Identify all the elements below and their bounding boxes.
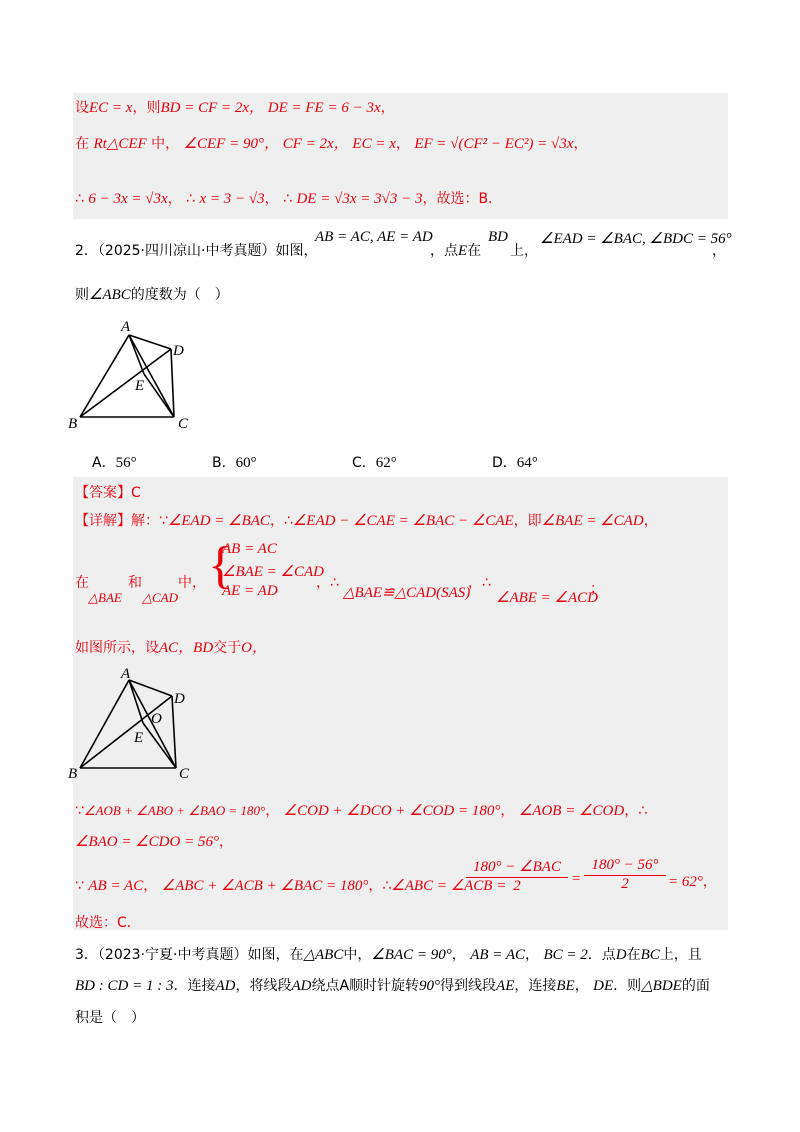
question-2-line-1: 2．（2025·四川凉山·中考真题）如图，	[75, 243, 318, 259]
eq-line-2: ∠BAO = ∠CDO = 56°，	[75, 834, 233, 850]
solution-line-3: ∴ 6 − 3x = √3x， ∴ x = 3 − √3， ∴ DE = √3x = 3√3 − 3，故选：B．	[75, 191, 503, 207]
option-d[interactable]: D．64°	[492, 455, 538, 471]
label-e: E	[135, 378, 145, 394]
q2-bd: BD	[488, 229, 508, 245]
system-brace: {	[208, 537, 233, 594]
system-eq-2: ∠BAE = ∠CAD	[222, 564, 325, 580]
triangle-bae: △BAE	[88, 590, 122, 605]
label-b: B	[68, 416, 78, 432]
question-3-line-2: BD : CD = 1 : 3．连接AD，将线段AD绕点A顺时针旋转90°得到线段AE，连接BE， DE．则△BDE的面	[75, 978, 710, 994]
fraction-1: 180° − ∠BAC 2	[466, 857, 568, 895]
fraction-2: 180° − 56° 2	[584, 857, 666, 893]
system-comma: ，∴	[316, 575, 339, 591]
congruence-sep: ，∴	[468, 575, 491, 591]
question-3-line-1: 3．（2023·宁夏·中考真题）如图，在△ABC中，∠BAC = 90°， AB = AC， BC = 2．点D在BC上，且	[75, 947, 702, 963]
result-1-sep: ；	[590, 581, 604, 597]
answer-figure	[65, 665, 200, 785]
segment-ab	[80, 335, 129, 417]
q2-text-3: 上，	[510, 243, 538, 259]
final-choice: 故选：C．	[75, 915, 141, 931]
segment-ec	[144, 374, 174, 417]
eq-mid: =	[571, 871, 582, 887]
segment-bd	[80, 349, 171, 417]
q2-question: 则∠ABC的度数为（ ）	[75, 287, 229, 303]
label-d: D	[173, 343, 184, 359]
q2-figure	[65, 315, 200, 435]
eq-line-1: ∵∠AOB + ∠ABO + ∠BAO = 180°， ∠COD + ∠DCO + ∠COD = 180°， ∠AOB = ∠COD，∴	[75, 803, 648, 819]
question-3-line-3: 积是（ ）	[75, 1010, 145, 1026]
q2-condition-2: ∠EAD = ∠BAC, ∠BDC = 56°	[540, 231, 732, 247]
solution-line-1: 设EC = x，则BD = CF = 2x， DE = FE = 6 − 3x，	[75, 100, 395, 116]
label-a-2: A	[121, 666, 131, 682]
congruence: △BAE≌△CAD(SAS)	[343, 585, 471, 601]
q2-text-1: ，点E在	[430, 243, 482, 259]
label-c: C	[178, 416, 189, 432]
segment-dc	[171, 349, 174, 417]
label-b-2: B	[68, 766, 78, 782]
system-eq-3: AE = AD	[222, 583, 278, 599]
detail-line-1: 【详解】解：∵∠EAD = ∠BAC，∴∠EAD − ∠CAE = ∠BAC − ∠CAE，即∠BAE = ∠CAD，	[75, 513, 658, 529]
label-d-2: D	[174, 691, 185, 707]
label-o: O	[151, 711, 162, 727]
q2-text-4: ，	[712, 243, 726, 259]
label-e-2: E	[134, 730, 144, 746]
solution-line-2: 在 Rt△CEF 中， ∠CEF = 90°， CF = 2x， EC = x， EF = √(CF² − EC²) = √3x，	[75, 136, 588, 152]
triangle-cad: △CAD	[142, 590, 178, 605]
option-b[interactable]: B．60°	[212, 455, 257, 471]
segment-ae	[129, 335, 144, 374]
option-a[interactable]: A．56°	[92, 455, 137, 471]
system-eq-1: AB = AC	[222, 541, 277, 557]
detail-in: 在	[75, 575, 89, 591]
eq-result: = 62°，	[668, 874, 717, 890]
detail-he: 和	[128, 575, 142, 591]
eq-line-3: ∵ AB = AC， ∠ABC + ∠ACB + ∠BAC = 180°，∴∠ABC = ∠ACB =	[75, 878, 507, 894]
q2-condition-1: AB = AC, AE = AD	[315, 229, 433, 245]
label-c-2: C	[179, 766, 190, 782]
result-1: ∠ABE = ∠ACD	[496, 590, 599, 606]
label-a: A	[121, 319, 131, 335]
detail-zhong: 中，	[178, 575, 206, 591]
option-c[interactable]: C．62°	[352, 455, 397, 471]
figure-intro: 如图所示，设AC，BD交于O，	[75, 640, 268, 656]
answer-tag: 【答案】C	[75, 485, 141, 501]
